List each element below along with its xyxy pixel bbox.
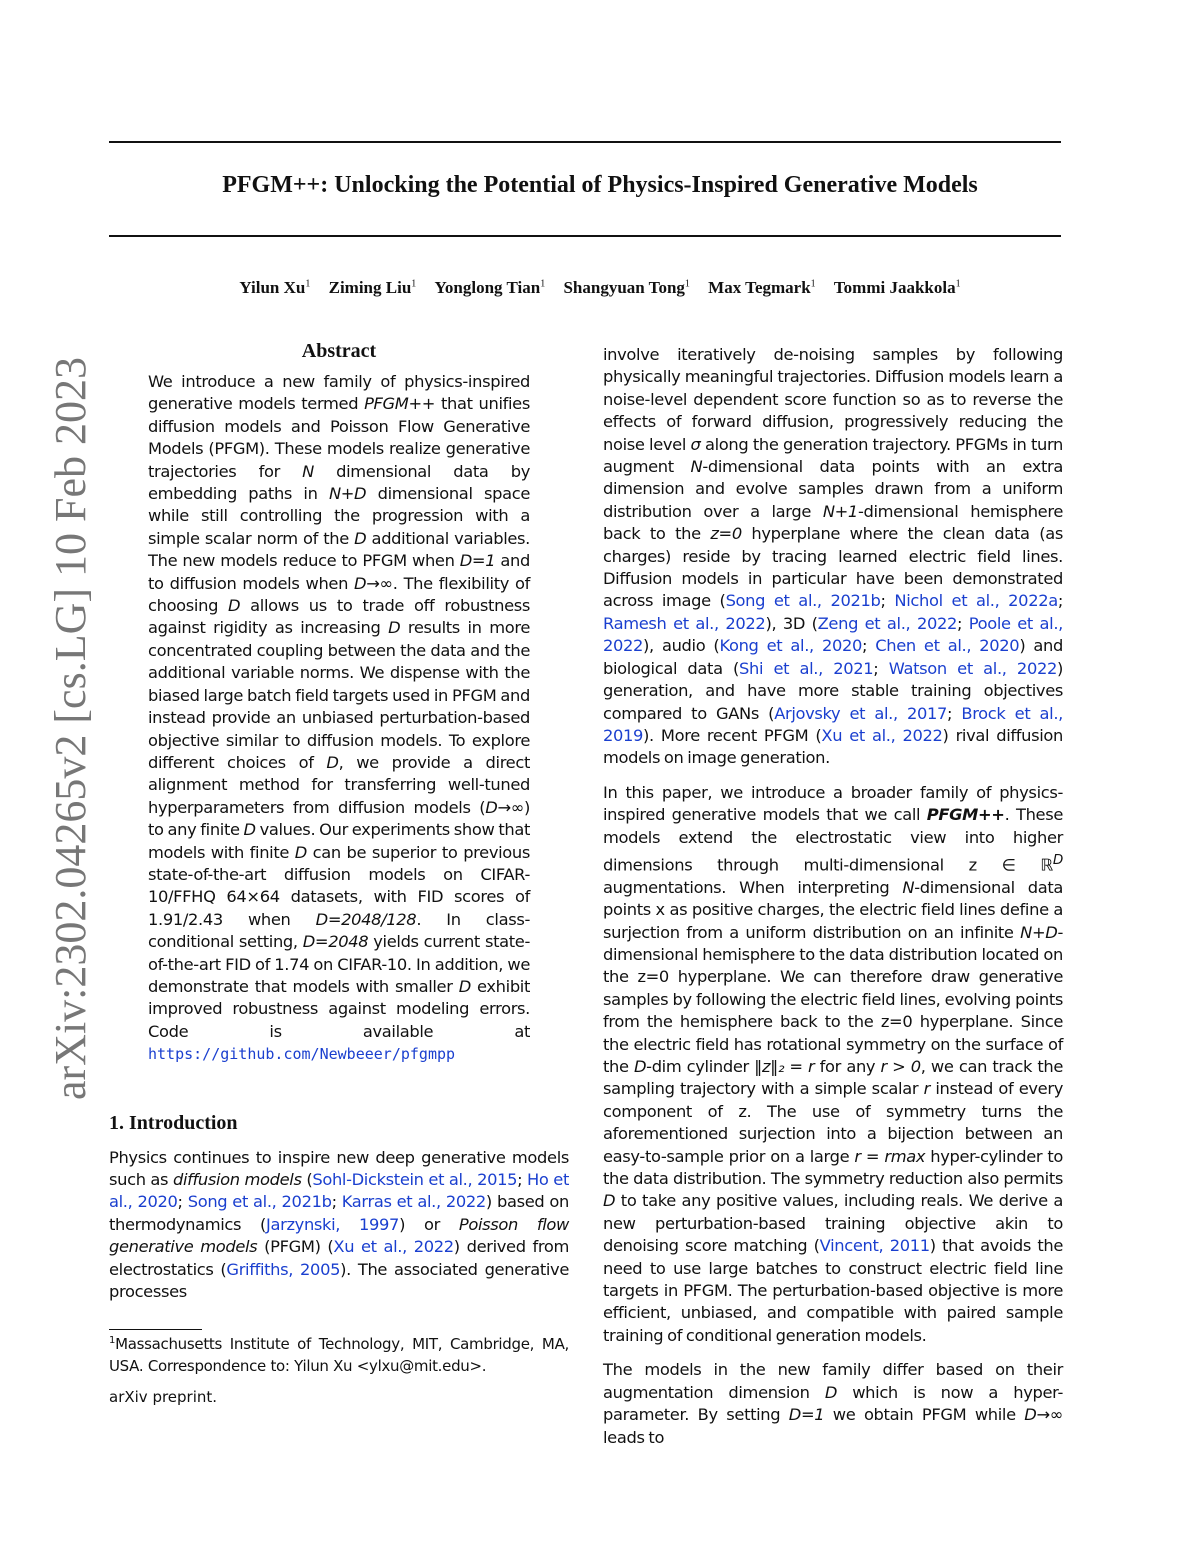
citation-link[interactable]: Chen et al., 2020 <box>875 636 1020 656</box>
title-rule-top <box>109 141 1061 143</box>
author: Tommi Jaakkola$^1$ <box>833 278 961 297</box>
intro-paragraph: The models in the new family differ based on their augmentation dimension D which is now a hyper-parameter. By setting D=1 we obtain PFGM while D→∞ leads to <box>603 1360 1063 1447</box>
author: Ziming Liu$^1$ <box>328 278 417 297</box>
author-list <box>0 278 1200 298</box>
citation-link[interactable]: Ho et al., 2020 <box>109 1170 569 1212</box>
author: Shangyuan Tong$^1$ <box>563 278 690 297</box>
citation-link[interactable]: Xu et al., 2022 <box>333 1237 454 1257</box>
title-rule-bottom <box>109 235 1061 237</box>
code-link[interactable]: https://github.com/Newbeeer/pfgmpp <box>148 1045 456 1064</box>
author: Max Tegmark$^1$ <box>708 278 816 297</box>
intro-paragraph-continued: involve iteratively de-noising samples by following physically meaningful trajectories. Diffusion models learn a noise-level dependent score function so as to reverse the effects of forward diffusion, progressively reducing the noise level σ along the generation trajectory. PFGMs in turn augment N-dimensional data points with an extra dimension and evolve samples drawn from a uniform distribution over a large N+1-dimensional hemisphere back to the z=0 hyperplane where the clean data (as charges) reside by tracing learned electric field lines. Diffusion models in particular have been demonstrated across image (Song et al., 2021b; Nichol et al., 2022a; Ramesh et al., 2022), 3D (Zeng et al., 2022; Poole et al., 2022), audio (Kong et al., 2020; Chen et al., 2020) and biological data (Shi et al., 2021; Watson et al., 2022) generation, and have more stable training objectives compared to GANs (Arjovsky et al., 2017; Brock et al., 2019). More recent PFGM (Xu et al., 2022) rival diffusion models on image generation. <box>603 345 1063 768</box>
citation-link[interactable]: Sohl-Dickstein et al., 2015 <box>312 1170 518 1189</box>
citation-link[interactable]: Song et al., 2021b <box>725 591 881 611</box>
abstract-heading: Abstract <box>301 340 377 362</box>
citation-link[interactable]: Shi et al., 2021 <box>739 658 874 678</box>
left-column <box>109 340 569 1303</box>
citation-link[interactable]: Watson et al., 2022 <box>888 658 1057 678</box>
citation-link[interactable]: Brock et al., 2019 <box>603 703 1063 745</box>
citation-link[interactable]: Xu et al., 2022 <box>821 725 943 745</box>
citation-link[interactable]: Jarzynski, 1997 <box>266 1214 400 1234</box>
citation-link[interactable]: Vincent, 2011 <box>819 1236 930 1256</box>
citation-link[interactable]: Arjovsky et al., 2017 <box>774 703 948 723</box>
citation-link[interactable]: Poole et al., 2022 <box>603 613 1063 656</box>
citation-link[interactable]: Ramesh et al., 2022 <box>603 613 766 633</box>
citation-link[interactable]: Song et al., 2021b <box>187 1192 332 1212</box>
citation-link[interactable]: Nichol et al., 2022a <box>894 591 1058 611</box>
citation-link[interactable]: Kong et al., 2020 <box>719 636 862 656</box>
preprint-label: arXiv preprint. <box>109 1388 218 1406</box>
author: Yonglong Tian$^1$ <box>434 278 546 297</box>
arxiv-identifier: arXiv:2302.04265v2 [cs.LG] 10 Feb 2023 <box>46 356 95 1100</box>
citation-link[interactable]: Zeng et al., 2022 <box>817 613 957 633</box>
affiliation-footnote: $^1$Massachusetts Institute of Technology, MIT, Cambridge, MA, USA. Correspondence to: Yilun Xu <ylxu@mit.edu>. <box>109 1335 569 1375</box>
citation-link[interactable]: Karras et al., 2022 <box>341 1192 486 1212</box>
introduction-paragraph: Physics continues to inspire new deep generative models such as diffusion models (Sohl-Dickstein et al., 2015; Ho et al., 2020; Song et al., 2021b; Karras et al., 2022) based on thermodynamics (Jarzynski, 1997) or Poisson flow generative models (PFGM) (Xu et al., 2022) derived from electrostatics (Griffiths, 2005). The associated generative processes <box>109 1147 569 1302</box>
right-column <box>603 344 1063 1461</box>
intro-paragraph: In this paper, we introduce a broader family of physics-inspired generative models that we call PFGM++. These models extend the electrostatic view into higher dimensions through multi-dimensional z ∈ ℝ$^D$ augmentations. When interpreting N-dimensional data points x as positive charges, the electric field lines define a surjection from a uniform distribution on an infinite N+D-dimensional hemisphere to the data distribution located on the z=0 hyperplane. We can therefore draw generative samples by following the electric field lines, evolving points from the hemisphere back to the z=0 hyperplane. Since the electric field has rotational symmetry on the surface of the D-dim cylinder ‖z‖₂ = r for any r > 0, we can track the sampling trajectory with a simple scalar r instead of every component of z. The use of symmetry turns the aforementioned surjection into a bijection between an easy-to-sample prior on a large r = rmax hyper-cylinder to the data distribution. The symmetry reduction also permits D to take any positive values, including reals. We derive a new perturbation-based training objective akin to denoising score matching (Vincent, 2011) that avoids the need to use large batches to construct electric field line targets in PFGM. The perturbation-based objective is more efficient, unbiased, and compatible with paired sample training of conditional generation models. <box>603 782 1064 1345</box>
citation-link[interactable]: Griffiths, 2005 <box>226 1259 341 1279</box>
author: Yilun Xu$^1$ <box>239 278 311 297</box>
abstract-body: We introduce a new family of physics-inspired generative models termed PFGM++ that unifies diffusion models and Poisson Flow Generative Models (PFGM). These models realize generative trajectories for N dimensional data by embedding paths in N+D dimensional space while still controlling the progression with a simple scalar norm of the D additional variables. The new models reduce to PFGM when D=1 and to diffusion models when D→∞. The flexibility of choosing D allows us to trade off robustness against rigidity as increasing D results in more concentrated coupling between the data and the additional variable norms. We dispense with the biased large batch field targets used in PFGM and instead provide an unbiased perturbation-based objective similar to diffusion models. To explore different choices of D, we provide a direct alignment method for transferring well-tuned hyperparameters from diffusion models (D→∞) to any finite D values. Our experiments show that models with finite D can be superior to previous state-of-the-art diffusion models on CIFAR-10/FFHQ 64×64 datasets, with FID scores of 1.91/2.43 when D=2048/128. In class-conditional setting, D=2048 yields current state-of-the-art FID of 1.74 on CIFAR-10. In addition, we demonstrate that models with smaller D exhibit improved robustness against modeling errors. Code is available at https://github.com/Newbeeer/pfgmpp <box>148 372 531 1064</box>
introduction-heading: 1. Introduction <box>109 1111 238 1134</box>
paper-title: PFGM++: Unlocking the Potential of Physics-Inspired Generative Models <box>222 172 978 198</box>
